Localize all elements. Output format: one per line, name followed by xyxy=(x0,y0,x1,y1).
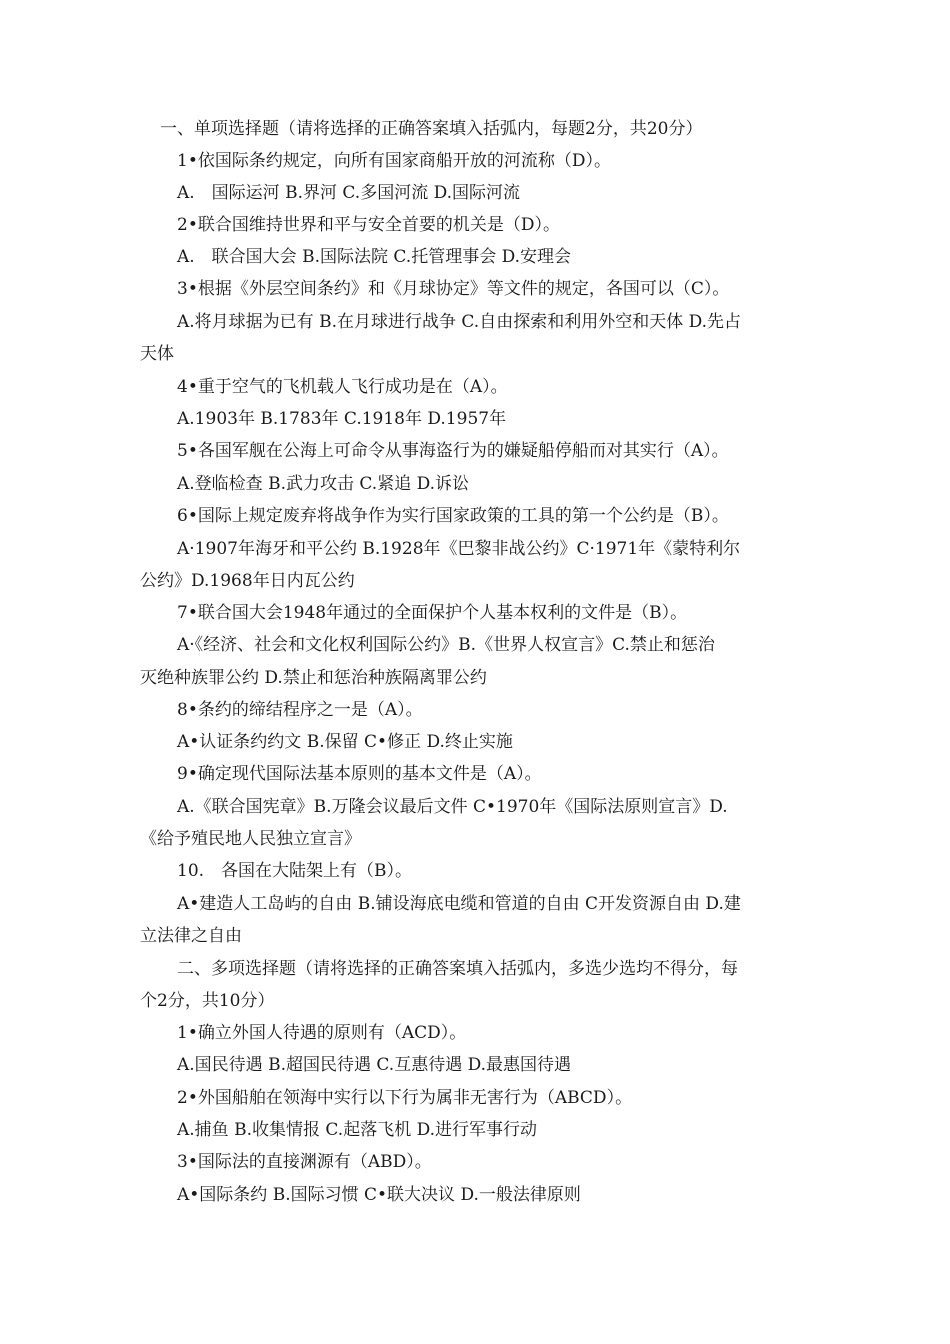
question-9: 9•确定现代国际法基本原则的基本文件是（A）。 xyxy=(177,764,542,784)
question-7: 7•联合国大会1948年通过的全面保护个人基本权利的文件是（B）。 xyxy=(177,603,688,623)
question-10-options: A•建造人工岛屿的自由 B.铺设海底电缆和管道的自由 C开发资源自由 D.建 xyxy=(177,894,741,914)
question-7-options: A·《经济、社会和文化权利国际公约》B.《世界人权宣言》C.禁止和惩治 xyxy=(177,635,715,655)
question-2: 2•联合国维持世界和平与安全首要的机关是（D）。 xyxy=(177,215,560,235)
question-2-options: A. 联合国大会 B.国际法院 C.托管理事会 D.安理会 xyxy=(177,247,572,267)
question-8: 8•条约的缔结程序之一是（A）。 xyxy=(177,700,423,720)
question-9-options-cont: 《给予殖民地人民独立宣言》 xyxy=(140,829,361,849)
question-4: 4•重于空气的飞机载人飞行成功是在（A）。 xyxy=(177,377,508,397)
question-10-options-cont: 立法律之自由 xyxy=(140,926,242,946)
question-10: 10. 各国在大陆架上有（B）。 xyxy=(177,861,413,881)
section-heading-multiple-choice: 二、多项选择题（请将选择的正确答案填入括弧内，多选少选均不得分，每 xyxy=(177,959,738,979)
mc-question-1: 1•确立外国人待遇的原则有（ACD）。 xyxy=(177,1023,467,1043)
question-4-options: A.1903年 B.1783年 C.1918年 D.1957年 xyxy=(177,409,507,429)
question-9-options: A.《联合国宪章》B.万隆会议最后文件 C•1970年《国际法原则宣言》D. xyxy=(177,797,728,817)
section-heading-single-choice: 一、单项选择题（请将选择的正确答案填入括弧内，每题2分，共20分） xyxy=(160,119,703,139)
question-3-options-cont: 天体 xyxy=(140,344,174,364)
question-5: 5•各国军舰在公海上可命令从事海盗行为的嫌疑船停船而对其实行（A）。 xyxy=(177,441,729,461)
mc-question-3: 3•国际法的直接渊源有（ABD）。 xyxy=(177,1152,432,1172)
question-1-options: A. 国际运河 B.界河 C.多国河流 D.国际河流 xyxy=(177,183,521,203)
question-3: 3•根据《外层空间条约》和《月球协定》等文件的规定，各国可以（C）。 xyxy=(177,279,730,299)
question-1: 1•依国际条约规定，向所有国家商船开放的河流称（D）。 xyxy=(177,151,611,171)
question-5-options: A.登临检查 B.武力攻击 C.紧追 D.诉讼 xyxy=(177,474,470,494)
mc-question-2-options: A.捕鱼 B.收集情报 C.起落飞机 D.进行军事行动 xyxy=(177,1120,538,1140)
section-heading-multiple-choice-cont: 个2分，共10分） xyxy=(140,991,275,1011)
question-6-options: A·1907年海牙和平公约 B.1928年《巴黎非战公约》C·1971年《蒙特利尔 xyxy=(177,539,741,559)
question-7-options-cont: 灭绝种族罪公约 D.禁止和惩治种族隔离罪公约 xyxy=(140,668,487,688)
mc-question-2: 2•外国船舶在领海中实行以下行为属非无害行为（ABCD）。 xyxy=(177,1088,633,1108)
question-8-options: A•认证条约约文 B.保留 C•修正 D.终止实施 xyxy=(177,732,513,752)
question-6-options-cont: 公约》D.1968年日内瓦公约 xyxy=(140,571,355,591)
question-6: 6•国际上规定废弃将战争作为实行国家政策的工具的第一个公约是（B）。 xyxy=(177,506,729,526)
question-3-options: A.将月球据为已有 B.在月球进行战争 C.自由探索和利用外空和天体 D.先占 xyxy=(177,312,742,332)
mc-question-3-options: A•国际条约 B.国际习惯 C•联大决议 D.一般法律原则 xyxy=(177,1185,581,1205)
mc-question-1-options: A.国民待遇 B.超国民待遇 C.互惠待遇 D.最惠国待遇 xyxy=(177,1055,572,1075)
